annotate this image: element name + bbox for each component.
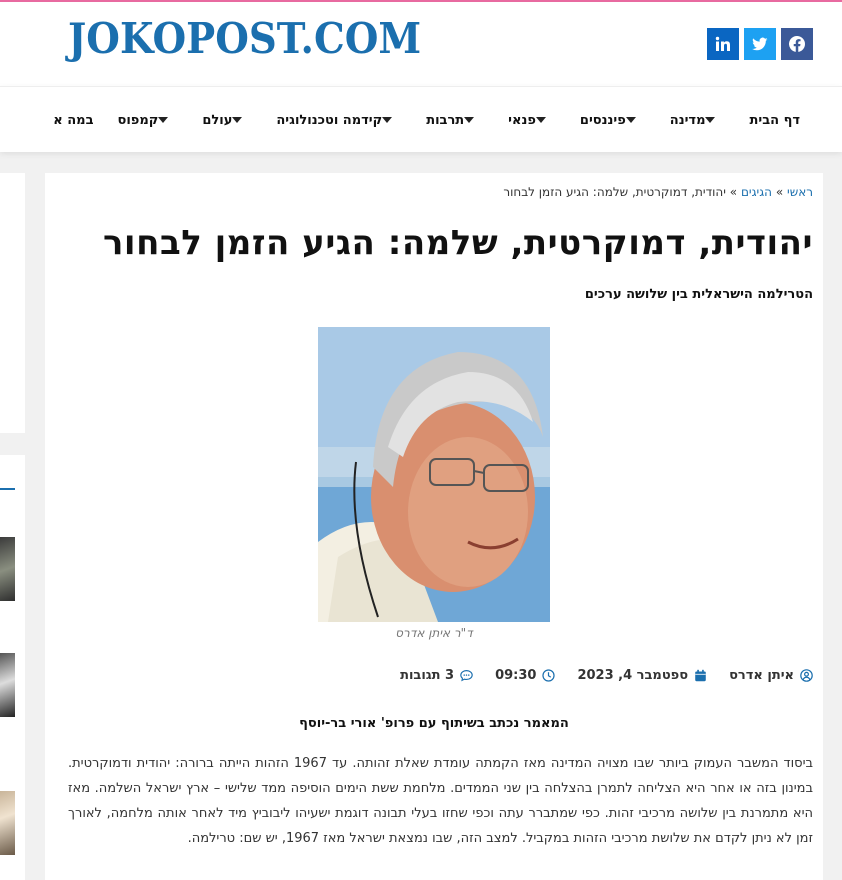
nav-item-label: דף הבית	[749, 112, 800, 128]
publish-date: ספטמבר 4, 2023	[577, 668, 689, 683]
linkedin-icon	[715, 36, 731, 52]
sidebar-widget-posts	[0, 455, 25, 880]
nav-item[interactable]	[252, 113, 402, 128]
meta-author[interactable]	[729, 668, 813, 683]
chevron-down-icon	[232, 117, 242, 123]
site-logo[interactable]: JOKOPOST.COM	[68, 14, 422, 63]
post-thumbnail[interactable]	[0, 791, 15, 855]
article-body-paragraph: ביסוד המשבר העמוק ביותר שבו מצויה המדינה מאז הקמתה עומדת שאלת זהותה. עד 1967 הזהות הייתה ברורה: יהודית ודמוקרטית. במינון בזה או אחר היא הצליחה לתמרן בהצלחה בין שני הממדים. מלחמת ששת הימים הוסיפה ממד שלישי – ארץ ישראל השלמה. מאז היא מתמרנת בין שלושה מרכיבי זהות. כפי שמתברר עתה וכפי שחזו בעלי תבונה דוגמת ישעיהו ליבוביץ מיד לאחר אותה מלחמה, לאורך זמן לא ניתן לקדם את שלושת מרכיבי הזהות במקביל. למצב הזה, שבו נמצאת ישראל מאז 1967, יש שם: טרילמה.	[68, 756, 813, 846]
nav-item[interactable]	[94, 113, 179, 128]
main-nav	[0, 86, 842, 152]
author-photo	[318, 327, 550, 622]
chevron-down-icon	[626, 117, 636, 123]
breadcrumb-category-link[interactable]: הגיגים	[740, 185, 773, 199]
clock-icon	[542, 669, 555, 682]
nav-item[interactable]	[29, 113, 93, 128]
user-icon	[800, 669, 813, 682]
article-meta	[400, 668, 813, 683]
nav-item-label: תרבות	[426, 112, 465, 128]
chevron-down-icon	[536, 117, 546, 123]
nav-item-label: פנאי	[508, 112, 536, 128]
comments-count: 3 תגובות	[400, 668, 455, 683]
breadcrumb-separator: »	[775, 185, 784, 199]
breadcrumb-separator: »	[729, 185, 738, 199]
photo-caption: ד"ר איתן אדרס	[395, 626, 473, 640]
chevron-down-icon	[158, 117, 168, 123]
nav-item-label: עולם	[202, 112, 233, 128]
facebook-button[interactable]	[781, 28, 813, 60]
twitter-button[interactable]	[744, 28, 776, 60]
sidebar-widget-top	[0, 173, 25, 433]
article-card	[45, 173, 823, 880]
meta-time	[495, 668, 555, 683]
author-name: איתן אדרס	[729, 668, 794, 683]
article-lead: המאמר נכתב בשיתוף עם פרופ' אורי בר-יוסף	[299, 716, 569, 731]
post-thumbnail[interactable]	[0, 653, 15, 717]
breadcrumb	[503, 185, 813, 199]
breadcrumb-current: יהודית, דמוקרטית, שלמה: הגיע הזמן לבחור	[503, 185, 726, 199]
article-title: יהודית, דמוקרטית, שלמה: הגיע הזמן לבחור	[102, 223, 813, 263]
author-portrait-illustration	[318, 327, 550, 622]
article-subtitle: הטרילמה הישראלית בין שלושה ערכים	[584, 287, 813, 302]
nav-item-label: במה א	[53, 112, 94, 128]
nav-item[interactable]	[402, 113, 484, 128]
nav-item[interactable]	[484, 113, 556, 128]
chevron-down-icon	[705, 117, 715, 123]
nav-item-label: פיננסים	[579, 112, 626, 128]
nav-item[interactable]	[178, 113, 252, 128]
nav-item-label: קידמה וטכנולוגיה	[276, 112, 383, 128]
post-thumbnail[interactable]	[0, 537, 15, 601]
chevron-down-icon	[382, 117, 392, 123]
nav-item-label: קמפוס	[117, 112, 159, 128]
facebook-icon	[789, 36, 805, 52]
nav-item-label: מדינה	[669, 112, 706, 128]
nav-item[interactable]	[556, 113, 646, 128]
comment-icon	[460, 669, 473, 682]
chevron-down-icon	[464, 117, 474, 123]
calendar-icon	[694, 669, 707, 682]
meta-comments[interactable]	[400, 668, 473, 683]
meta-date	[577, 668, 707, 683]
twitter-icon	[752, 36, 768, 52]
breadcrumb-home-link[interactable]: ראשי	[787, 185, 813, 199]
nav-item[interactable]	[725, 113, 800, 128]
nav-item[interactable]	[646, 113, 726, 128]
publish-time: 09:30	[495, 668, 537, 683]
linkedin-button[interactable]	[707, 28, 739, 60]
site-header	[0, 2, 842, 86]
widget-underline	[0, 488, 15, 490]
